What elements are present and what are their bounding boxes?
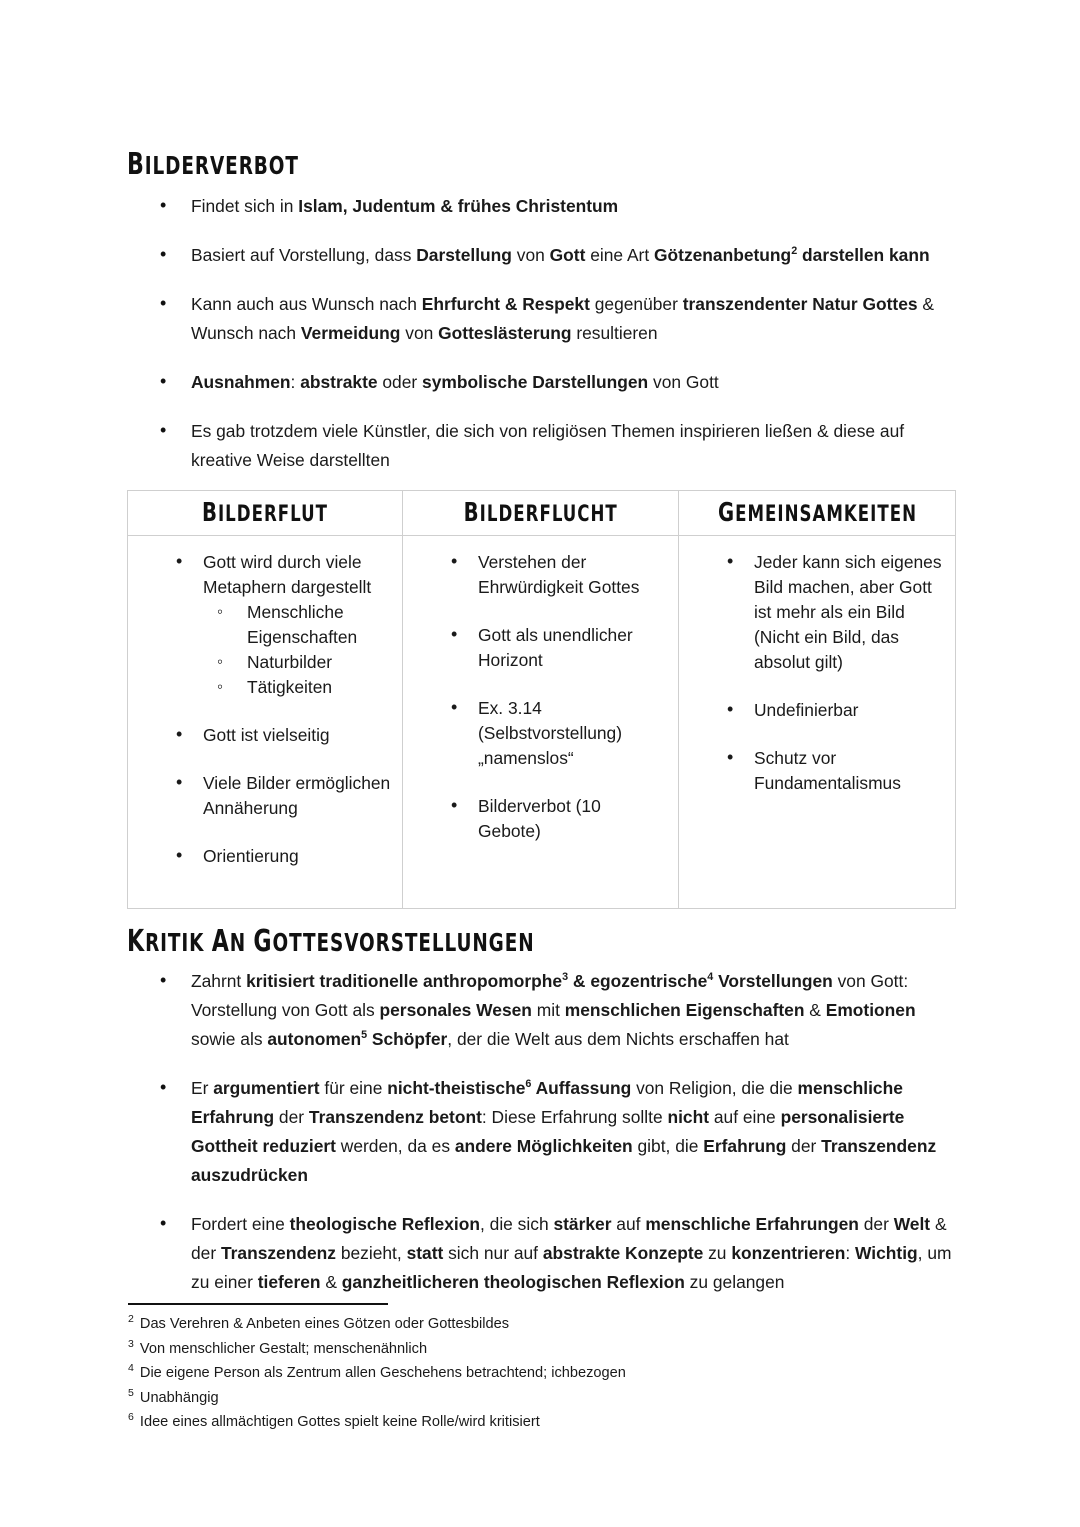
bilderverbot-bullet-list	[127, 192, 957, 495]
list-item: • Es gab trotzdem viele Künstler, die sich von religiösen Themen inspirieren ließen & diese auf kreative Weise darstellten	[127, 417, 957, 475]
list-item: • Orientierung	[128, 844, 392, 869]
sub-list-item: ◦ Tätigkeiten	[195, 675, 392, 700]
list-item: • Ex. 3.14 (Selbstvorstellung) „namenslos“	[403, 696, 668, 771]
kritik-bullet-list	[127, 967, 957, 1317]
table-header-bilderflucht-label: BILDERFLUCHT	[463, 498, 618, 528]
sub-list-item: ◦ Menschliche Eigenschaften	[195, 600, 392, 650]
list-item: • Viele Bilder ermöglichen Annäherung	[128, 771, 392, 821]
footnote-list	[128, 1312, 928, 1435]
list-item: • Kann auch aus Wunsch nach Ehrfurcht & Respekt gegenüber transzendenter Natur Gottes & Wunsch nach Vermeidung von Gotteslästerung resultieren	[127, 290, 957, 348]
footnote-item: $^6$ Idee eines allmächtigen Gottes spielt keine Rolle/wird kritisiert	[128, 1411, 540, 1430]
list-item: • Gott als unendlicher Horizont	[403, 623, 668, 673]
cell-list-bilderflut	[128, 536, 402, 908]
table-header-bilderflut	[128, 491, 403, 536]
list-item: • Ausnahmen: abstrakte oder symbolische Darstellungen von Gott	[127, 368, 957, 397]
footnote-item: $^5$ Unabhängig	[128, 1386, 219, 1406]
table-cell-bilderflut	[128, 536, 403, 909]
footnote-item: $^2$ Das Verehren & Anbeten eines Götzen oder Gottesbildes	[128, 1313, 510, 1332]
table-header-row	[128, 491, 956, 536]
list-item: • Schutz vor Fundamentalismus	[679, 746, 945, 796]
footnote-item: $^3$ Von menschlicher Gestalt; menschenähnlich	[128, 1337, 428, 1357]
table-header-bilderflut-label: BILDERFLUT	[202, 498, 328, 528]
list-item: • Undefinierbar	[679, 698, 945, 723]
list-item: • Basiert auf Vorstellung, dass Darstellung von Gott eine Art Götzenanbetung$^2$ darstellen kann	[127, 241, 957, 270]
table-header-gemeinsamkeiten	[679, 491, 956, 536]
list-item: • Gott wird durch viele Metaphern dargestellt ◦ Menschliche Eigenschaften ◦ Naturbilder ◦ Tätigkeiten	[128, 550, 392, 723]
list-item: • Zahrnt kritisiert traditionelle anthropomorphe$^3$ & egozentrische$^4$ Vorstellungen von Gott: Vorstellung von Gott als personales Wesen mit menschlichen Eigenschaften & Emotionen sowie als autonomen$^5$ Schöpfer, der die Welt aus dem Nichts erschaffen hat	[127, 967, 957, 1054]
cell-list-bilderflucht	[403, 536, 678, 896]
footnote-separator	[128, 1303, 388, 1305]
sub-list	[203, 600, 392, 700]
table-header-gemeinsamkeiten-label: GEMEINSAMKEITEN	[717, 498, 917, 528]
page-title: BILDERVERBOT	[127, 146, 299, 182]
cell-list-gemeinsamkeiten	[679, 536, 955, 896]
table-header-bilderflucht	[403, 491, 679, 536]
sub-list-item: ◦ Naturbilder	[195, 650, 392, 675]
list-item: • Gott ist vielseitig	[128, 723, 392, 748]
list-item: • Bilderverbot (10 Gebote)	[403, 794, 668, 844]
footnote-marker: 3	[128, 1337, 134, 1350]
footnote-item: $^4$ Die eigene Person als Zentrum allen Geschehens betrachtend; ichbezogen	[128, 1362, 626, 1381]
section-title-kritik: KRITIK AN GOTTESVORSTELLUNGEN	[127, 923, 535, 959]
table-cell-gemeinsamkeiten	[679, 536, 956, 909]
list-item: • Verstehen der Ehrwürdigkeit Gottes	[403, 550, 668, 600]
list-item: • Findet sich in Islam, Judentum & frühes Christentum	[127, 192, 957, 221]
list-item: • Fordert eine theologische Reflexion, die sich stärker auf menschliche Erfahrungen der Welt & der Transzendenz bezieht, statt sich nur auf abstrakte Konzepte zu konzentrieren: Wichtig, um zu einer tieferen & ganzheitlicheren theologischen Reflexion zu gelangen	[127, 1210, 957, 1297]
table-cell-bilderflucht	[403, 536, 679, 909]
spacer	[203, 700, 392, 723]
comparison-table	[127, 490, 956, 909]
footnote-marker: 5	[128, 1386, 134, 1399]
footnote-marker: 2	[128, 1313, 134, 1326]
footnote-marker: 4	[128, 1362, 134, 1375]
list-item: • Er argumentiert für eine nicht-theistische$^6$ Auffassung von Religion, die die menschliche Erfahrung der Transzendenz betont: Diese Erfahrung sollte nicht auf eine personalisierte Gottheit reduziert werden, da es andere Möglichkeiten gibt, die Erfahrung der Transzendenz auszudrücken	[127, 1074, 957, 1190]
list-item: • Jeder kann sich eigenes Bild machen, aber Gott ist mehr als ein Bild (Nicht ein Bild, das absolut gilt)	[679, 550, 945, 675]
table-row	[128, 536, 956, 909]
footnote-marker: 6	[128, 1411, 134, 1424]
